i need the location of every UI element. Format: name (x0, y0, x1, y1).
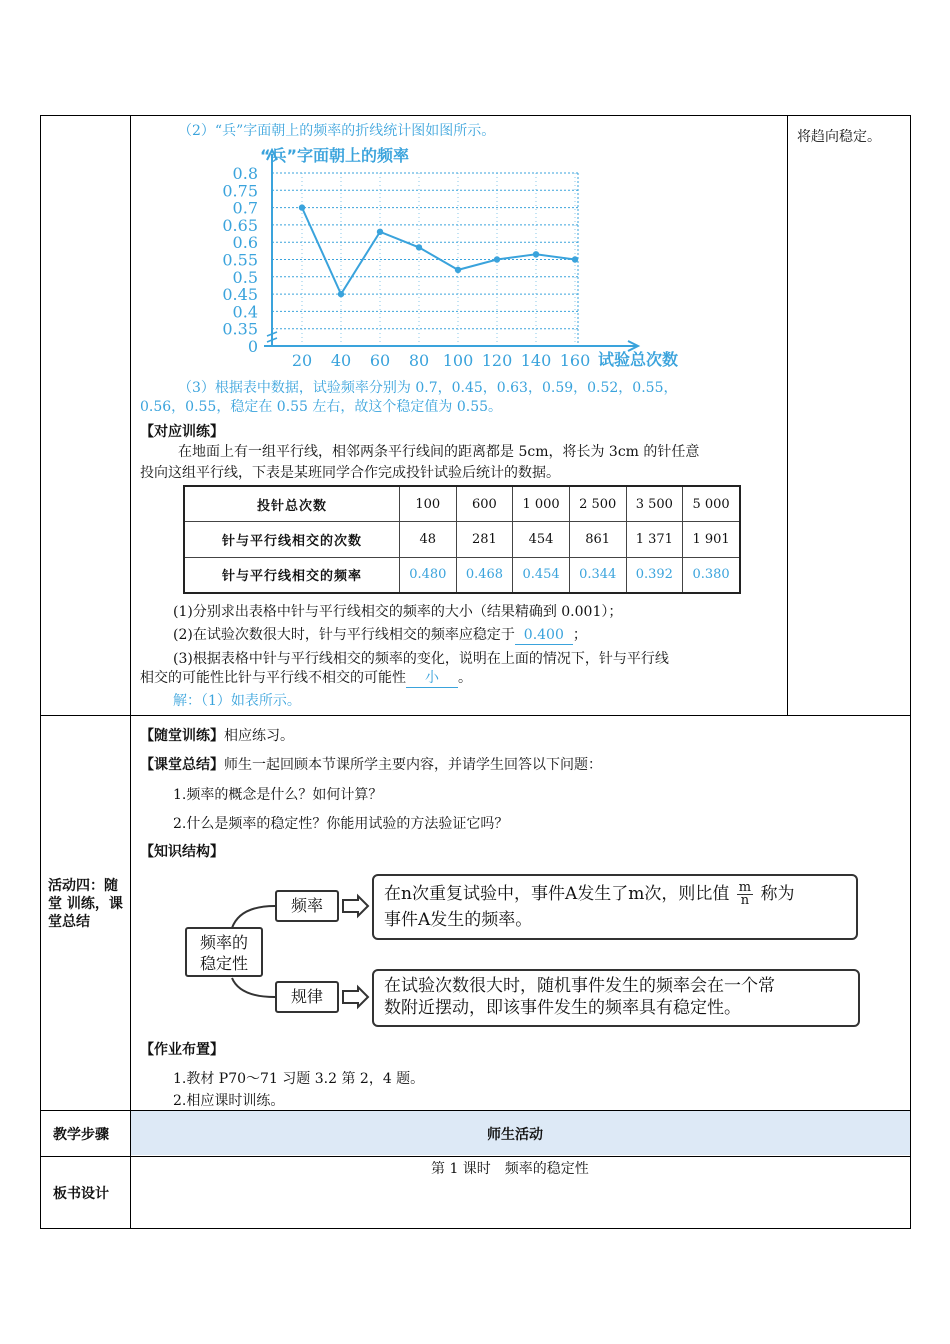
table-cell: 0.392 (626, 557, 683, 593)
x-tick-label: 80 (408, 351, 430, 370)
data-point (455, 267, 461, 273)
summary-text: 师生一起回顾本节课所学主要内容，并请学生回答以下问题： (224, 757, 602, 773)
table-cell: 281 (456, 522, 513, 557)
table-cell: 861 (569, 522, 626, 557)
x-tick-label: 100 (442, 351, 474, 370)
frequency-definition-a: 在n次重复试验中，事件A发生了m次，则比值 (384, 884, 730, 904)
right-column-divider (787, 115, 788, 715)
table-cell: 454 (513, 522, 570, 557)
needle-data-table (183, 485, 741, 594)
table-cell: 0.454 (513, 557, 570, 593)
practice-line (140, 727, 294, 745)
summary-line (140, 756, 602, 774)
data-point (416, 244, 422, 250)
practice-text: 相应练习。 (224, 728, 294, 744)
structure-root (185, 927, 263, 977)
y-tick-label: 0.7 (232, 198, 258, 218)
data-point (533, 251, 539, 257)
table-cell: 0.468 (456, 557, 513, 593)
table-cell: 1 371 (626, 522, 683, 557)
table-cell: 1 901 (683, 522, 740, 557)
summary-question-2: 2.什么是频率的稳定性？你能用试验的方法验证它吗？ (173, 816, 509, 832)
data-point (299, 204, 305, 210)
x-tick-label: 120 (481, 351, 513, 370)
practice-heading: 【随堂训练】 (140, 728, 224, 744)
fraction-numerator: m (738, 880, 752, 895)
homework-item-1: 1.教材 P70～71 习题 3.2 第 2，4 题。 (173, 1071, 425, 1087)
fraction-denominator: n (740, 893, 750, 908)
frequency-line-chart (200, 140, 710, 380)
table-cell: 48 (400, 522, 457, 557)
rule-description-a: 在试验次数很大时，随机事件发生的频率会在一个常 (384, 976, 775, 996)
question-3-line2 (140, 669, 472, 688)
x-tick-label: 160 (559, 351, 591, 370)
training-heading: 【对应训练】 (140, 424, 224, 440)
row-label-crossings: 针与平行线相交的次数 (184, 522, 400, 557)
question-3-line1: (3)根据表格中针与平行线相交的频率的变化，说明在上面的情况下，针与平行线 (173, 651, 669, 667)
y-tick-label: 0.35 (222, 319, 258, 339)
x-tick-label: 40 (330, 351, 352, 370)
rule-description-box (372, 969, 860, 1027)
table-cell: 5 000 (683, 486, 740, 522)
part3-line1: （3）根据表中数据，试验频率分别为 0.7，0.45，0.63，0.59，0.52，0.55， (178, 380, 678, 396)
series-line (302, 208, 575, 295)
solution-line: 解：（1）如表所示。 (173, 693, 301, 709)
activity4-label: 活动四：随 堂 训练，课堂总结 (48, 878, 123, 930)
table-border-top (40, 115, 911, 116)
frequency-definition-c: 事件A发生的频率。 (384, 910, 533, 930)
table-cell: 100 (400, 486, 457, 522)
part3-line2: 0.56，0.55，稳定在 0.55 左右，故这个稳定值为 0.55。 (140, 399, 503, 415)
homework-heading: 【作业布置】 (140, 1042, 224, 1058)
question-3-answer: 小 (406, 669, 458, 688)
board-title: 第 1 课时 频率的稳定性 (431, 1161, 589, 1177)
data-point (377, 229, 383, 235)
x-tick-label: 20 (291, 351, 313, 370)
structure-root-line1: 频率的 (199, 933, 248, 952)
frequency-definition-box (372, 874, 858, 940)
table-row (184, 557, 740, 593)
question-2-suffix: ； (572, 627, 587, 643)
table-cell: 2 500 (569, 486, 626, 522)
y-tick-label: 0.4 (232, 302, 258, 322)
table-row (184, 522, 740, 557)
y-tick-label: 0.5 (232, 267, 258, 287)
structure-root-line2: 稳定性 (199, 954, 248, 973)
header-col1: 教学步骤 (53, 1127, 109, 1143)
table-cell: 3 500 (626, 486, 683, 522)
table-cell: 0.344 (569, 557, 626, 593)
table-cell: 0.380 (683, 557, 740, 593)
y-tick-label: 0.6 (232, 233, 258, 253)
training-p2: 投向这组平行线，下表是某班同学合作完成投针试验后统计的数据。 (140, 465, 560, 481)
header-col2: 师生活动 (487, 1127, 543, 1143)
part2-intro: （2）“兵”字面朝上的频率的折线统计图如图所示。 (178, 123, 496, 139)
y-tick-label: 0.45 (222, 285, 258, 305)
board-label: 板书设计 (53, 1186, 109, 1202)
y-tick-label: 0 (247, 337, 258, 356)
question-3-text: 相交的可能性比针与平行线不相交的可能性 (140, 670, 406, 686)
question-2-answer: 0.400 (515, 626, 573, 645)
data-point (572, 256, 578, 262)
structure-branch-rule: 规律 (275, 981, 339, 1013)
row-divider-3 (40, 1156, 911, 1157)
question-2-text: (2)在试验次数很大时，针与平行线相交的频率应稳定于 (173, 627, 515, 643)
x-axis-label: 试验总次数 (598, 350, 679, 369)
table-cell: 600 (456, 486, 513, 522)
row-divider-1 (40, 715, 911, 716)
summary-question-1: 1.频率的概念是什么？如何计算？ (173, 787, 383, 803)
frequency-definition-b: 称为 (760, 884, 795, 904)
data-point (494, 256, 500, 262)
x-tick-label: 60 (369, 351, 391, 370)
y-tick-label: 0.75 (222, 181, 258, 201)
table-border-right (910, 115, 911, 1229)
x-tick-label: 140 (520, 351, 552, 370)
homework-item-2: 2.相应课时训练。 (173, 1093, 285, 1109)
structure-branch-frequency: 频率 (275, 890, 339, 922)
row-label-totals: 投针总次数 (184, 486, 400, 522)
question-1: (1)分别求出表格中针与平行线相交的频率的大小（结果精确到 0.001）； (173, 604, 623, 620)
rule-description-b: 数附近摆动，即该事件发生的频率具有稳定性。 (384, 998, 741, 1018)
right-note: 将趋向稳定。 (797, 129, 881, 145)
summary-heading: 【课堂总结】 (140, 757, 224, 773)
table-row (184, 486, 740, 522)
question-2 (173, 626, 587, 645)
chart-title: “兵”字面朝上的频率 (260, 146, 410, 165)
row-label-frequency: 针与平行线相交的频率 (184, 557, 400, 593)
question-3-suffix: 。 (458, 670, 472, 686)
structure-heading: 【知识结构】 (140, 844, 224, 860)
y-tick-label: 0.55 (222, 250, 258, 270)
table-cell: 0.480 (400, 557, 457, 593)
table-cell: 1 000 (513, 486, 570, 522)
table-border-bottom (40, 1228, 911, 1229)
table-border-left (40, 115, 41, 1229)
y-tick-label: 0.65 (222, 215, 258, 235)
column-divider (130, 115, 131, 1229)
data-point (338, 291, 344, 297)
y-tick-label: 0.8 (232, 164, 258, 183)
training-p1: 在地面上有一组平行线，相邻两条平行线间的距离都是 5cm，将长为 3cm 的针任意 (178, 444, 700, 460)
